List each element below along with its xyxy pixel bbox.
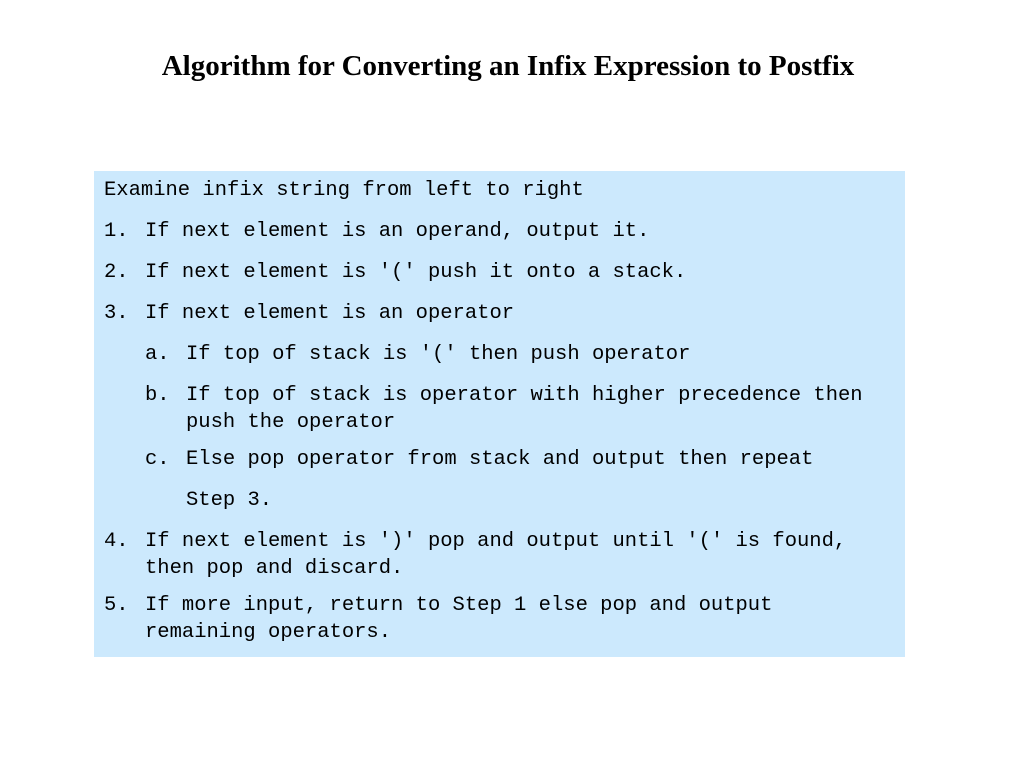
substep-continuation-text: Step 3. [186,489,273,512]
step-2 [104,259,905,286]
substep-b [104,382,905,436]
slide-title: Algorithm for Converting an Infix Expression to Postfix [161,50,855,82]
step-text: If more input, return to Step 1 else pop and output remaining operators. [145,594,773,644]
step-text: If next element is ')' pop and output until '(' is found, then pop and discard. [145,530,847,580]
intro-line [104,177,905,204]
step-number: 3. [104,302,129,325]
algorithm-box [94,171,905,657]
substep-letter: b. [145,384,170,407]
substep-c-continuation [104,487,905,514]
substep-text: If top of stack is operator with higher precedence then push the operator [186,384,863,434]
substep-letter: a. [145,343,170,366]
substep-text: Else pop operator from stack and output then repeat [186,448,814,471]
substep-c [104,446,905,473]
step-number: 1. [104,220,129,243]
step-3 [104,300,905,327]
step-number: 2. [104,261,129,284]
step-5 [104,592,905,646]
substep-a [104,341,905,368]
step-text: If next element is '(' push it onto a stack. [145,261,687,284]
substep-letter: c. [145,448,170,471]
intro-text: Examine infix string from left to right [104,179,584,202]
substep-text: If top of stack is '(' then push operator [186,343,691,366]
step-text: If next element is an operator [145,302,515,325]
step-1 [104,218,905,245]
step-number: 4. [104,530,129,553]
step-text: If next element is an operand, output it. [145,220,650,243]
step-4 [104,528,905,582]
step-number: 5. [104,594,129,617]
